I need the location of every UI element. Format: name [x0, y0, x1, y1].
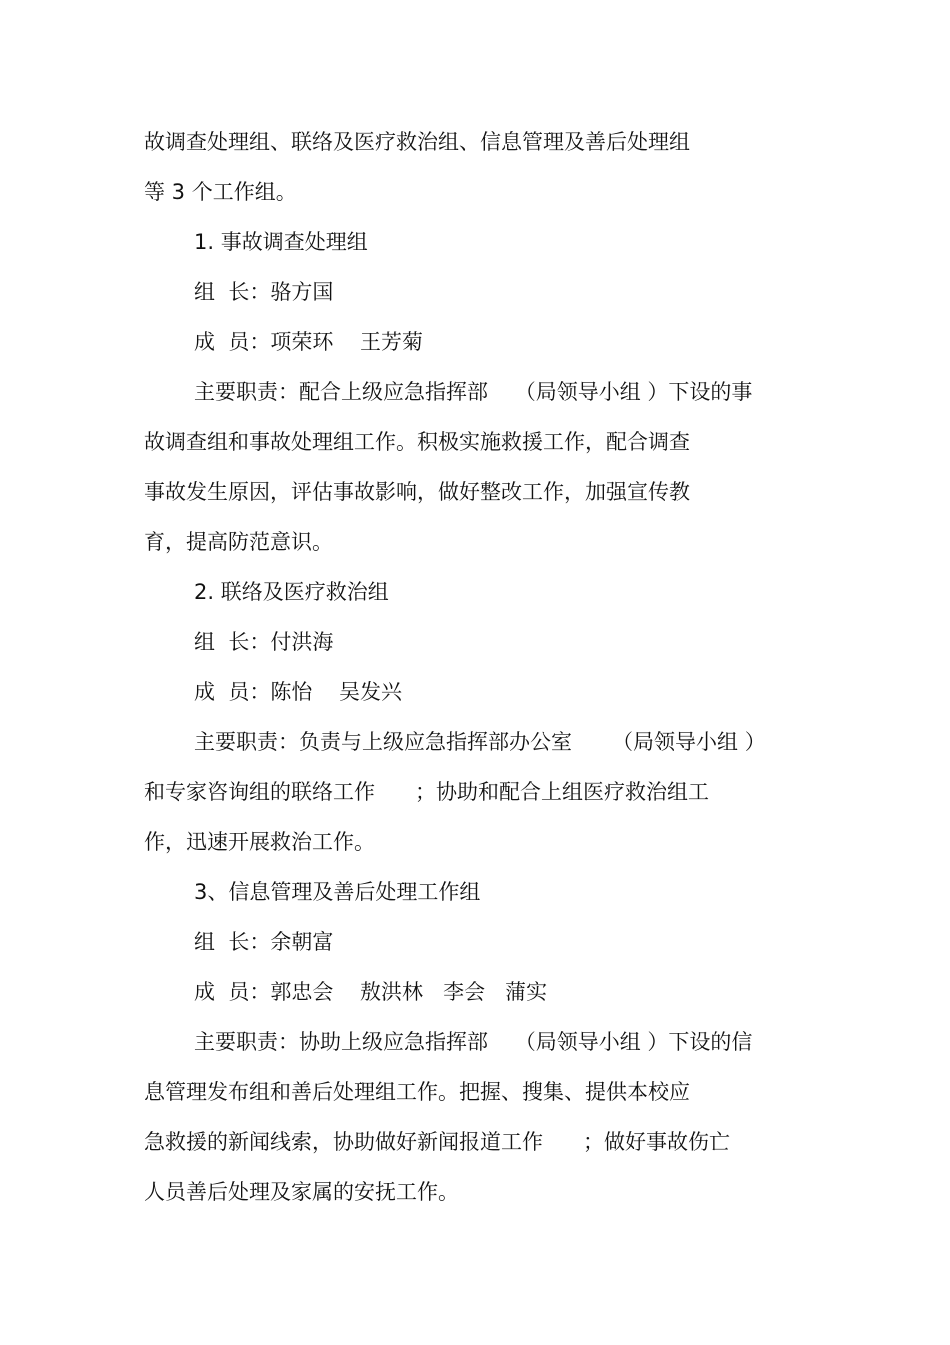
section-heading-3: 3、信息管理及善后处理工作组	[194, 880, 481, 904]
duties-line: 作，迅速开展救治工作。	[144, 830, 375, 854]
duties-line: 主要职责：配合上级应急指挥部 （局领导小组 ）下设的事	[194, 380, 753, 404]
body-text-line: 故调查处理组、联络及医疗救治组、信息管理及善后处理组	[144, 130, 690, 154]
group-leader-line: 组 长：付洪海	[194, 630, 334, 654]
duties-line: 故调查组和事故处理组工作。积极实施救援工作，配合调查	[144, 430, 690, 454]
section-heading-2: 2. 联络及医疗救治组	[194, 580, 389, 604]
group-members-line: 成 员：郭忠会 敖洪林 李会 蒲实	[194, 980, 548, 1004]
body-text-line: 等 3 个工作组。	[144, 180, 297, 204]
duties-line: 育，提高防范意识。	[144, 530, 333, 554]
section-heading-1: 1. 事故调查处理组	[194, 230, 368, 254]
duties-line: 人员善后处理及家属的安抚工作。	[144, 1180, 459, 1204]
group-leader-line: 组 长：骆方国	[194, 280, 334, 304]
group-leader-line: 组 长：余朝富	[194, 930, 334, 954]
duties-line: 主要职责：协助上级应急指挥部 （局领导小组 ）下设的信	[194, 1030, 753, 1054]
duties-line: 息管理发布组和善后处理组工作。把握、搜集、提供本校应	[144, 1080, 690, 1104]
duties-line: 事故发生原因，评估事故影响，做好整改工作，加强宣传教	[144, 480, 690, 504]
duties-line: 急救援的新闻线索，协助做好新闻报道工作 ；做好事故伤亡	[144, 1130, 731, 1154]
duties-line: 主要职责：负责与上级应急指挥部办公室 （局领导小组 ）	[194, 730, 766, 754]
group-members-line: 成 员：陈怡 吴发兴	[194, 680, 403, 704]
duties-line: 和专家咨询组的联络工作 ；协助和配合上组医疗救治组工	[144, 780, 710, 804]
group-members-line: 成 员：项荣环 王芳菊	[194, 330, 424, 354]
